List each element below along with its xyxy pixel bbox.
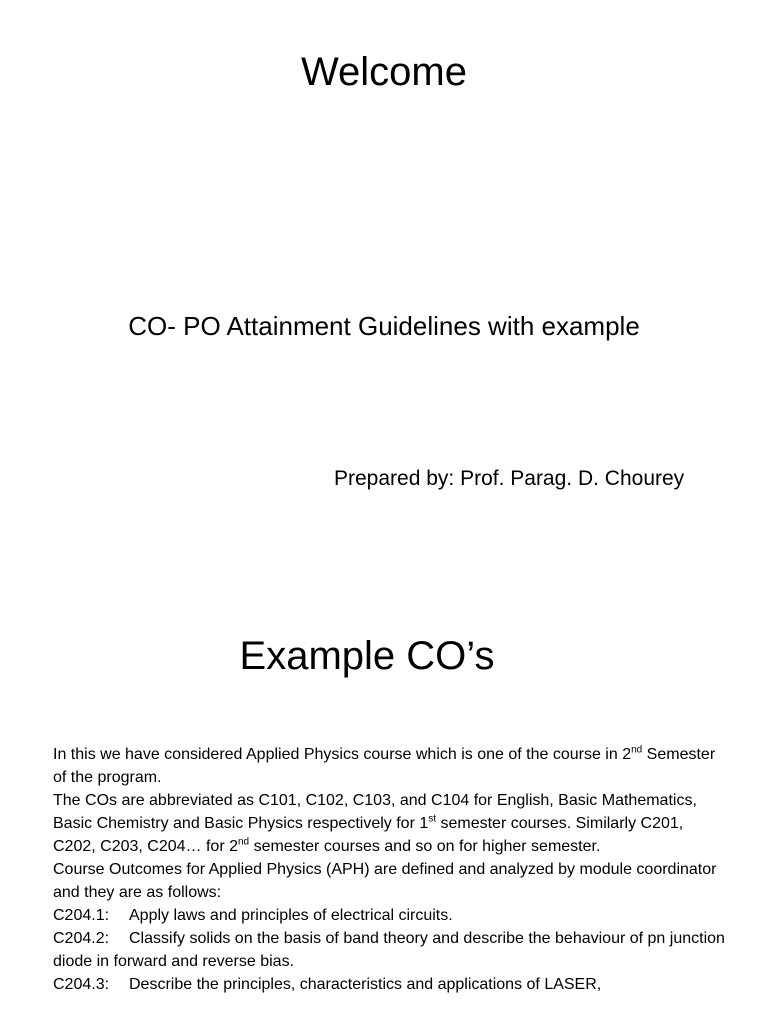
slide-body	[53, 743, 725, 996]
co-code: C204.3:	[53, 976, 110, 993]
slide-title: Example CO’s	[239, 634, 495, 678]
co-text: Describe the principles, characteristics and applications of LASER,	[129, 976, 602, 993]
co-code: C204.1:	[53, 907, 110, 924]
abbreviation-paragraph: The COs are abbreviated as C101, C102, C103, and C104 for English, Basic Mathematics, Basic Chemistry and Basic Physics respectively for 1st semester courses. Similarly C201, C202, C203, C204… for 2nd semester courses and so on for higher semester.	[53, 792, 697, 855]
co-text: Classify solids on the basis of band theory and describe the behaviour of pn junction diode in forward and reverse bias.	[53, 930, 725, 970]
co-code: C204.2:	[53, 930, 110, 947]
intro-paragraph: In this we have considered Applied Physics course which is one of the course in 2nd Semester of the program.	[53, 744, 716, 786]
course-outcome-item	[53, 927, 725, 973]
slide-title: Welcome	[301, 50, 467, 94]
course-outcome-item	[53, 973, 725, 996]
slide-subtitle: CO- PO Attainment Guidelines with example	[128, 311, 640, 341]
author-line: Prepared by: Prof. Parag. D. Chourey	[334, 467, 685, 490]
co-text: Apply laws and principles of electrical circuits.	[129, 907, 453, 924]
course-outcome-item	[53, 904, 725, 927]
example-cos-slide	[0, 600, 768, 1024]
outcomes-intro-paragraph: Course Outcomes for Applied Physics (APH) are defined and analyzed by module coordinator and they are as follows:	[53, 861, 717, 901]
